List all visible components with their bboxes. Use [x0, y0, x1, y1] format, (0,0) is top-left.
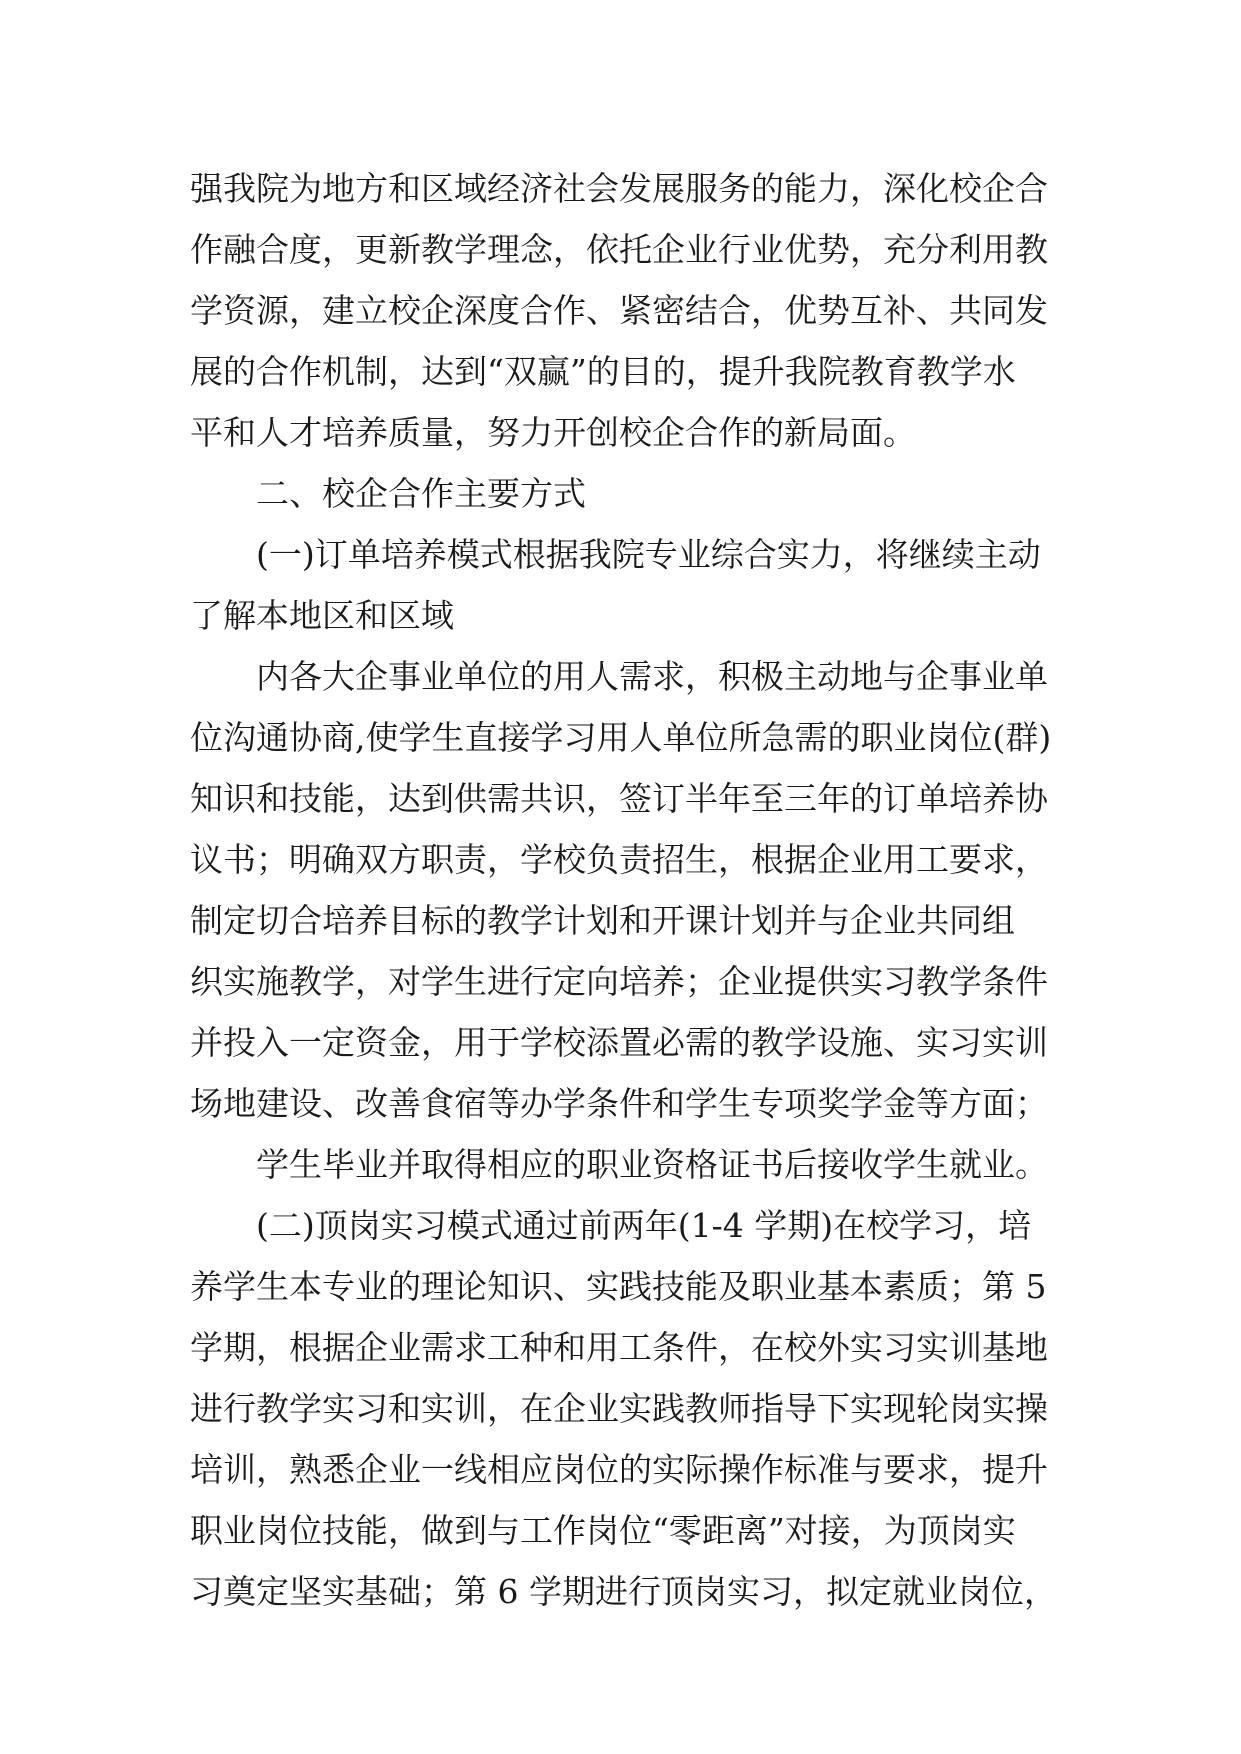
text-line: 并投入一定资金，用于学校添置必需的教学设施、实习实训 — [190, 1023, 1048, 1062]
text-line: 展的合作机制，达到“双赢”的目的，提升我院教育教学水 — [190, 352, 1016, 391]
text-line: 学资源，建立校企深度合作、紧密结合，优势互补、共同发 — [190, 291, 1048, 330]
text-line: 位沟通协商,使学生直接学习用人单位所急需的职业岗位(群) — [190, 718, 1052, 757]
text-line: 内各大企事业单位的用人需求，积极主动地与企事业单 — [256, 657, 1048, 696]
text-line: 制定切合培养目标的教学计划和开课计划并与企业共同组 — [190, 901, 1015, 940]
text-line: 培训，熟悉企业一线相应岗位的实际操作标准与要求，提升 — [190, 1450, 1048, 1489]
text-line: 职业岗位技能，做到与工作岗位“零距离”对接，为顶岗实 — [190, 1511, 1016, 1550]
text-line: (二)顶岗实习模式通过前两年(1-4 学期)在校学习，培 — [256, 1206, 1032, 1245]
text-line: (一)订单培养模式根据我院专业综合实力，将继续主动 — [256, 535, 1041, 574]
text-line: 作融合度，更新教学理念，依托企业行业优势，充分利用教 — [190, 230, 1048, 269]
text-line: 织实施教学，对学生进行定向培养；企业提供实习教学条件 — [190, 962, 1048, 1001]
body-text — [190, 158, 1057, 1622]
text-line: 知识和技能，达到供需共识，签订半年至三年的订单培养协 — [190, 779, 1048, 818]
text-line: 进行教学实习和实训，在企业实践教师指导下实现轮岗实操 — [190, 1389, 1048, 1428]
text-line: 学期，根据企业需求工种和用工条件，在校外实习实训基地 — [190, 1328, 1048, 1367]
text-line: 强我院为地方和区域经济社会发展服务的能力，深化校企合 — [190, 169, 1048, 208]
text-line: 二、校企合作主要方式 — [256, 474, 586, 513]
text-line: 了解本地区和区域 — [190, 596, 454, 635]
text-line: 养学生本专业的理论知识、实践技能及职业基本素质；第 5 — [190, 1267, 1047, 1306]
text-line: 平和人才培养质量，努力开创校企合作的新局面。 — [190, 413, 916, 452]
text-line: 议书；明确双方职责，学校负责招生，根据企业用工要求， — [190, 840, 1048, 879]
text-line: 学生毕业并取得相应的职业资格证书后接收学生就业。 — [256, 1145, 1048, 1184]
text-line: 场地建设、改善食宿等办学条件和学生专项奖学金等方面； — [190, 1084, 1048, 1123]
text-line: 习奠定坚实基础；第 6 学期进行顶岗实习，拟定就业岗位， — [190, 1572, 1057, 1611]
